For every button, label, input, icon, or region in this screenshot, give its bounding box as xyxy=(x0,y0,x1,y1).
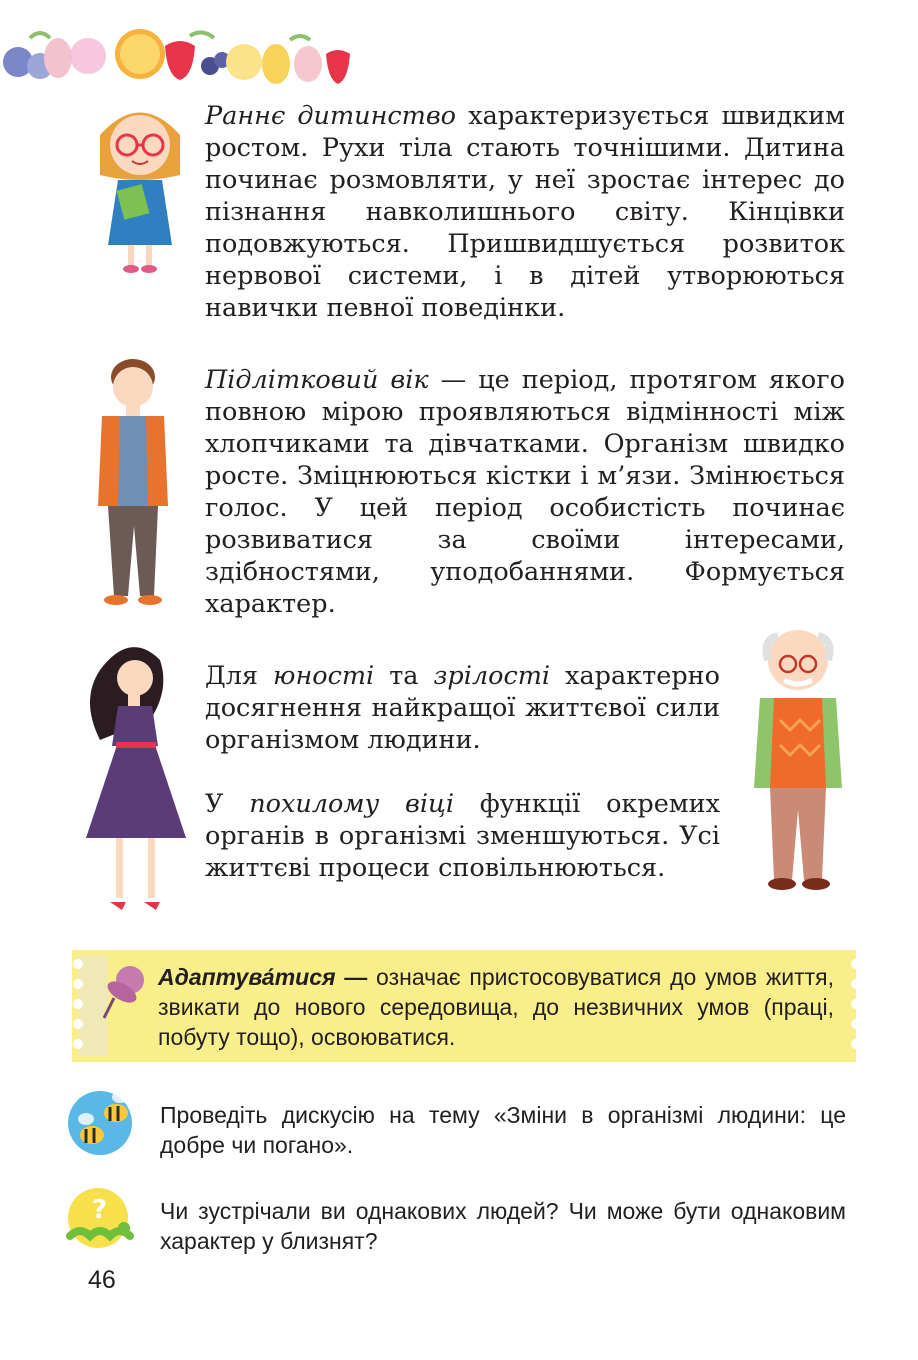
youth-maturity-prefix: Для xyxy=(205,661,273,691)
young-woman-illustration xyxy=(80,640,190,915)
adolescence-text: — це період, протягом якого повною мірою проявляються відмінності між хлопчиками та дівчатками. Організм швидко росте. Зміцнюються кістки і м’язи. Змінюється голос. У цей період особистість починає розвиватися за своїми інтересами, здібностями, уподобаннями. Формується характер. xyxy=(205,365,845,619)
elderly-man-illustration xyxy=(740,620,850,900)
old-age-text: функції окремих органів в організмі зменшуються. Усі життєві процеси сповільнюються. xyxy=(205,789,720,883)
teen-boy-illustration xyxy=(88,352,178,612)
question-caterpillar-icon xyxy=(64,1186,134,1252)
youth-maturity-middle: та xyxy=(374,661,434,691)
girl-with-glasses-illustration xyxy=(90,95,190,275)
adolescence-term: Підлітковий вік xyxy=(205,365,429,395)
question-task: Чи зустрічали ви однакових людей? Чи може бути однаковим характер у близнят? xyxy=(160,1198,846,1254)
page-number: 46 xyxy=(88,1266,116,1294)
fruit-border-decoration xyxy=(0,18,360,88)
svg-text:?: ? xyxy=(92,1195,108,1225)
discussion-task: Проведіть дискусію на тему «Зміни в організмі людини: це добре чи погано». xyxy=(160,1102,846,1158)
youth-maturity-paragraph xyxy=(205,660,720,756)
youth-term: юності xyxy=(273,661,375,691)
old-age-term: похилому віці xyxy=(249,789,454,819)
early-childhood-term: Раннє дитинство xyxy=(205,101,457,131)
old-age-prefix: У xyxy=(205,789,250,819)
definition-dash: — xyxy=(335,964,368,990)
pushpin-icon xyxy=(100,962,152,1022)
early-childhood-paragraph xyxy=(205,100,845,324)
early-childhood-text: характеризується швидким ростом. Рухи тіла стають точнішими. Дитина починає розмовляти, у неї зростає інтерес до пізнання навколишнього світу. Кінцівки подовжуються. Пришвидшується розвиток нервової системи, і в дітей утворюються навички певної поведінки. xyxy=(205,101,846,323)
definition-body: означає пристосовуватися до умов життя, звикати до нового середовища, до незвичних умов (праці, побуту тощо), освоюватися. xyxy=(158,964,835,1050)
bees-icon xyxy=(64,1085,140,1157)
definition-text xyxy=(158,962,834,1052)
definition-term: Адаптува́тися xyxy=(158,964,336,990)
maturity-term: зрілості xyxy=(433,661,551,691)
adolescence-paragraph xyxy=(205,364,845,620)
old-age-paragraph xyxy=(205,788,720,884)
youth-maturity-text: характерно досягнення найкращої життєвої сили організмом людини. xyxy=(205,661,720,755)
